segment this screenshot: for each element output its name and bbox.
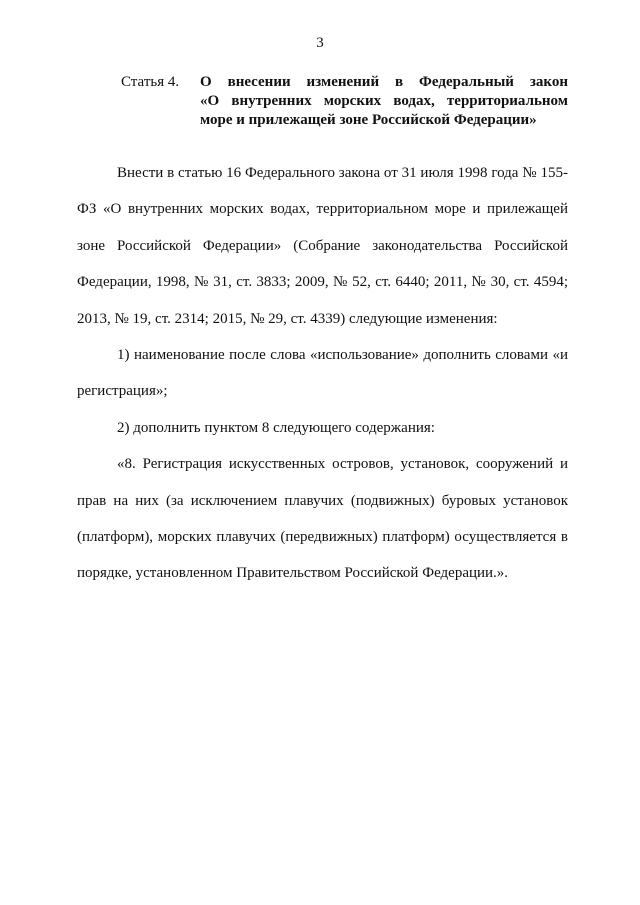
article-title-line-1: О внесении изменений в Федеральный закон [200,74,568,90]
page-number: 3 [316,35,324,51]
paragraph-item-2: 2) дополнить пунктом 8 следующего содержания: [117,419,435,436]
article-title-line-3: море и прилежащей зоне Российской Федерации» [200,112,537,128]
paragraph-point-8: «8. Регистрация искусственных островов, установок, сооружений и прав на них (за исключением плавучих (подвижных) буровых установок (платформ), морских плавучих (передвижных) платформ) осуществляется в порядке, установленном Правительством Российской Федерации.». [77,456,568,582]
article-title-line-2: «О внутренних морских водах, территориальном [200,93,568,109]
article-heading [121,73,568,130]
paragraph-item-1: 1) наименование после слова «использование» дополнить словами «и регистрация»; [77,347,568,400]
article-title [200,73,568,130]
article-label: Статья 4. [121,74,180,90]
article-body [77,155,568,592]
paragraph-amendment-intro: Внести в статью 16 Федерального закона от 31 июля 1998 года № 155-ФЗ «О внутренних морских водах, территориальном море и прилежащей зоне Российской Федерации» (Собрание законодательства Российской Федерации, 1998, № 31, ст. 3833; 2009, № 52, ст. 6440; 2011, № 30, ст. 4594; 2013, № 19, ст. 2314; 2015, № 29, ст. 4339) следующие изменения: [77,165,568,327]
